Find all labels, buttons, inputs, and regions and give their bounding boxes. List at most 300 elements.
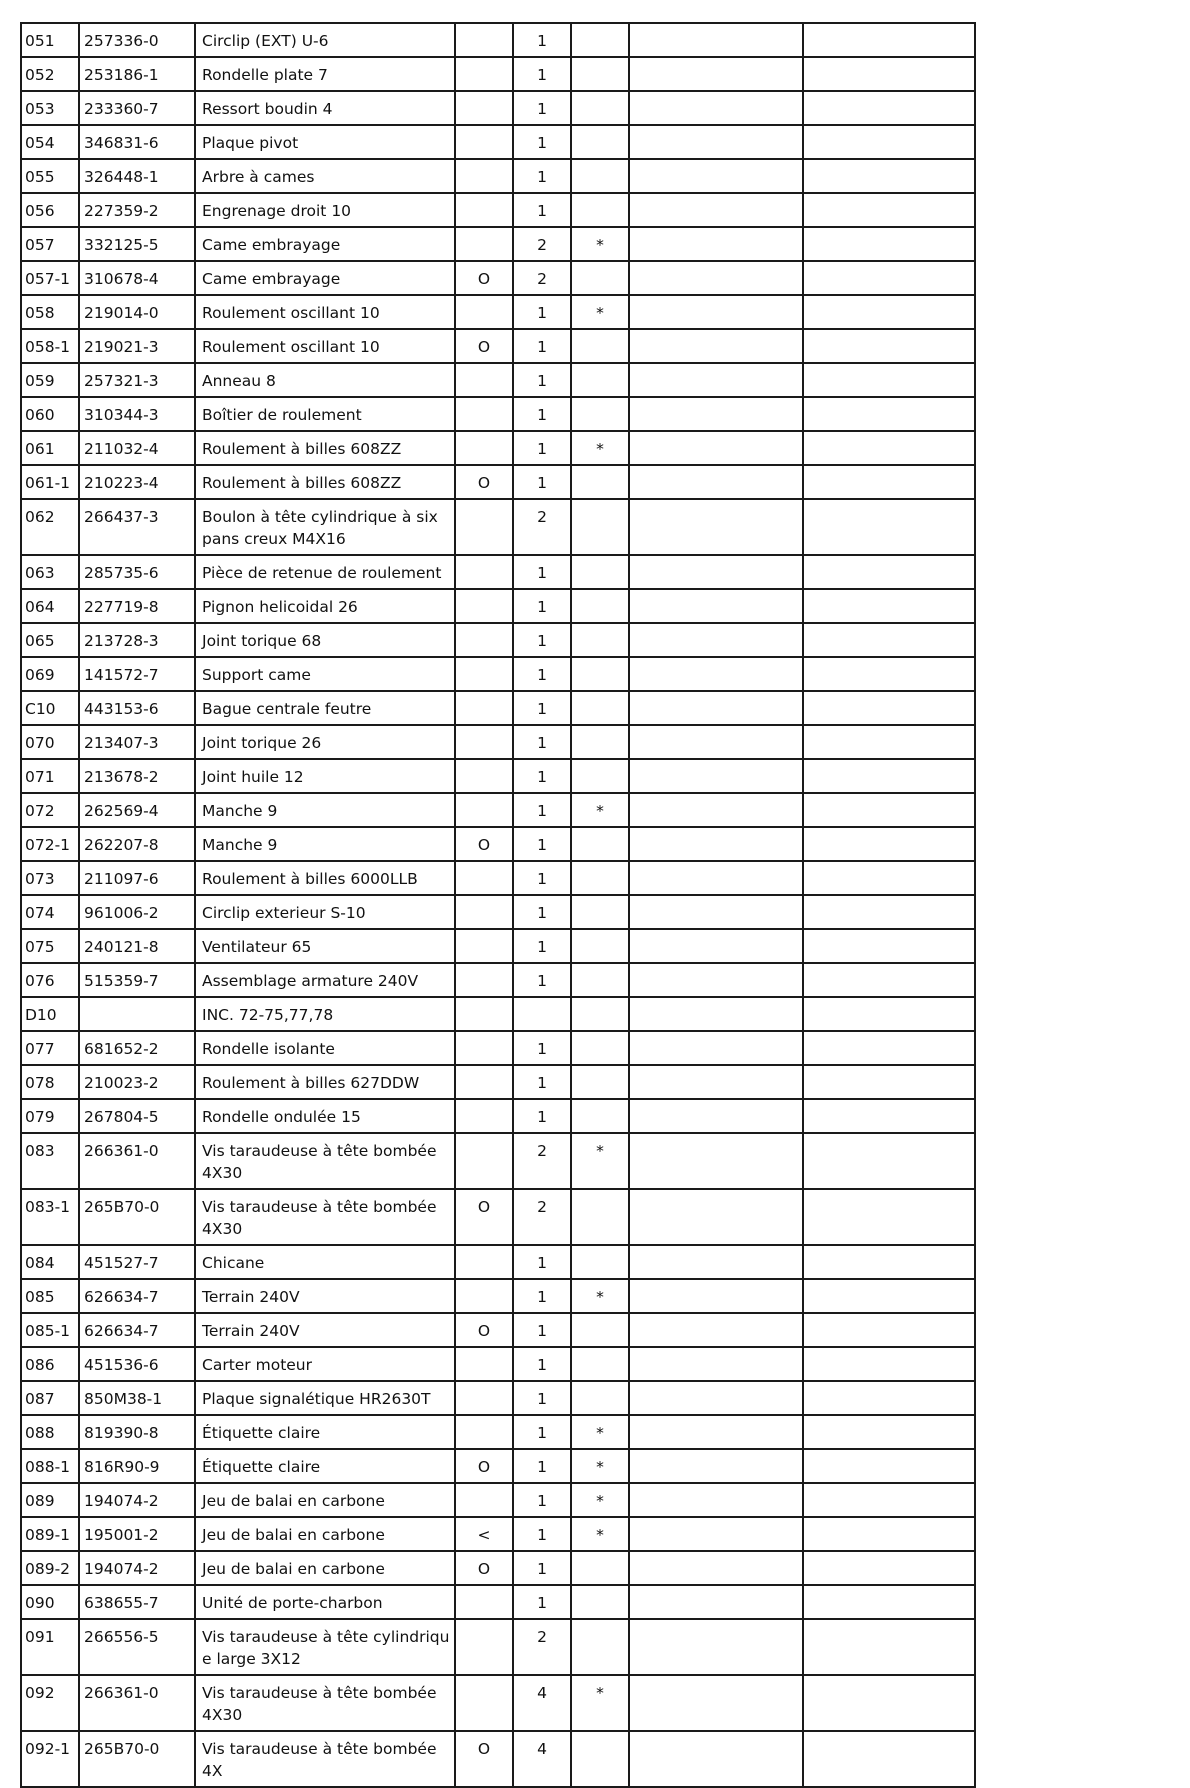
table-row <box>21 1099 975 1133</box>
part-number-cell: 141572-7 <box>79 657 195 691</box>
table-row <box>21 329 975 363</box>
part-number-cell: 310344-3 <box>79 397 195 431</box>
table-row <box>21 57 975 91</box>
change-mark-cell <box>455 1381 513 1415</box>
table-row <box>21 125 975 159</box>
blank-column-cell <box>803 623 975 657</box>
spare-part-flag-cell: * <box>571 295 629 329</box>
spare-part-flag-cell <box>571 929 629 963</box>
blank-column-cell <box>803 227 975 261</box>
change-mark-cell: O <box>455 1731 513 1787</box>
part-number-cell: 266361-0 <box>79 1675 195 1731</box>
change-mark-cell <box>455 861 513 895</box>
quantity-cell: 1 <box>513 193 571 227</box>
change-mark-cell <box>455 1279 513 1313</box>
description-cell: Rondelle isolante <box>195 1031 455 1065</box>
item-number-cell: 091 <box>21 1619 79 1675</box>
change-mark-cell: O <box>455 827 513 861</box>
spare-part-flag-cell <box>571 657 629 691</box>
description-cell: Engrenage droit 10 <box>195 193 455 227</box>
quantity-cell: 2 <box>513 227 571 261</box>
quantity-cell: 1 <box>513 1585 571 1619</box>
description-cell: Pièce de retenue de roulement <box>195 555 455 589</box>
description-cell: Support came <box>195 657 455 691</box>
blank-column-cell <box>629 125 803 159</box>
blank-column-cell <box>629 1415 803 1449</box>
blank-column-cell <box>803 431 975 465</box>
quantity-cell: 1 <box>513 589 571 623</box>
blank-column-cell <box>803 499 975 555</box>
change-mark-cell <box>455 963 513 997</box>
spare-part-flag-cell <box>571 861 629 895</box>
spare-part-flag-cell <box>571 261 629 295</box>
item-number-cell: 092-1 <box>21 1731 79 1787</box>
table-row <box>21 1585 975 1619</box>
item-number-cell: 052 <box>21 57 79 91</box>
spare-part-flag-cell <box>571 1619 629 1675</box>
spare-part-flag-cell: * <box>571 431 629 465</box>
quantity-cell: 1 <box>513 431 571 465</box>
quantity-cell: 1 <box>513 1279 571 1313</box>
description-cell: Rondelle plate 7 <box>195 57 455 91</box>
quantity-cell: 4 <box>513 1731 571 1787</box>
spare-part-flag-cell <box>571 1099 629 1133</box>
description-cell: Plaque signalétique HR2630T <box>195 1381 455 1415</box>
change-mark-cell <box>455 589 513 623</box>
item-number-cell: 057-1 <box>21 261 79 295</box>
description-cell: Roulement oscillant 10 <box>195 329 455 363</box>
spare-part-flag-cell <box>571 725 629 759</box>
change-mark-cell <box>455 295 513 329</box>
item-number-cell: 058-1 <box>21 329 79 363</box>
change-mark-cell <box>455 1065 513 1099</box>
spare-part-flag-cell <box>571 23 629 57</box>
blank-column-cell <box>629 329 803 363</box>
table-row <box>21 363 975 397</box>
description-cell: Came embrayage <box>195 261 455 295</box>
table-row <box>21 895 975 929</box>
part-number-cell: 326448-1 <box>79 159 195 193</box>
table-row <box>21 759 975 793</box>
change-mark-cell <box>455 997 513 1031</box>
quantity-cell: 1 <box>513 1347 571 1381</box>
item-number-cell: 072-1 <box>21 827 79 861</box>
quantity-cell: 1 <box>513 725 571 759</box>
change-mark-cell <box>455 1031 513 1065</box>
blank-column-cell <box>803 929 975 963</box>
blank-column-cell <box>629 793 803 827</box>
quantity-cell: 1 <box>513 861 571 895</box>
description-cell: Joint huile 12 <box>195 759 455 793</box>
change-mark-cell: O <box>455 465 513 499</box>
quantity-cell: 1 <box>513 793 571 827</box>
quantity-cell: 1 <box>513 465 571 499</box>
table-row <box>21 1517 975 1551</box>
blank-column-cell <box>803 1189 975 1245</box>
part-number-cell: 210223-4 <box>79 465 195 499</box>
blank-column-cell <box>803 1675 975 1731</box>
change-mark-cell <box>455 91 513 125</box>
quantity-cell: 1 <box>513 827 571 861</box>
table-row <box>21 623 975 657</box>
table-row <box>21 1189 975 1245</box>
part-number-cell: 219014-0 <box>79 295 195 329</box>
item-number-cell: 078 <box>21 1065 79 1099</box>
blank-column-cell <box>629 1347 803 1381</box>
blank-column-cell <box>803 1133 975 1189</box>
blank-column-cell <box>629 1483 803 1517</box>
change-mark-cell <box>455 363 513 397</box>
item-number-cell: 063 <box>21 555 79 589</box>
description-cell: Plaque pivot <box>195 125 455 159</box>
change-mark-cell <box>455 159 513 193</box>
part-number-cell: 213678-2 <box>79 759 195 793</box>
item-number-cell: 083-1 <box>21 1189 79 1245</box>
item-number-cell: 069 <box>21 657 79 691</box>
table-row <box>21 193 975 227</box>
item-number-cell: 086 <box>21 1347 79 1381</box>
part-number-cell: 262569-4 <box>79 793 195 827</box>
spare-part-flag-cell: * <box>571 1449 629 1483</box>
change-mark-cell <box>455 1133 513 1189</box>
part-number-cell: 346831-6 <box>79 125 195 159</box>
quantity-cell: 1 <box>513 23 571 57</box>
description-cell: Jeu de balai en carbone <box>195 1551 455 1585</box>
table-row <box>21 1245 975 1279</box>
blank-column-cell <box>803 1313 975 1347</box>
table-row <box>21 1279 975 1313</box>
table-row <box>21 861 975 895</box>
blank-column-cell <box>629 759 803 793</box>
table-row <box>21 1551 975 1585</box>
change-mark-cell <box>455 1099 513 1133</box>
blank-column-cell <box>629 725 803 759</box>
blank-column-cell <box>803 1031 975 1065</box>
part-number-cell: 515359-7 <box>79 963 195 997</box>
quantity-cell: 2 <box>513 499 571 555</box>
part-number-cell: 310678-4 <box>79 261 195 295</box>
table-row <box>21 227 975 261</box>
blank-column-cell <box>629 1449 803 1483</box>
change-mark-cell <box>455 57 513 91</box>
change-mark-cell: O <box>455 1551 513 1585</box>
item-number-cell: 064 <box>21 589 79 623</box>
quantity-cell: 1 <box>513 1313 571 1347</box>
change-mark-cell <box>455 193 513 227</box>
blank-column-cell <box>803 57 975 91</box>
spare-part-flag-cell <box>571 125 629 159</box>
spare-part-flag-cell <box>571 1347 629 1381</box>
item-number-cell: 073 <box>21 861 79 895</box>
change-mark-cell <box>455 555 513 589</box>
spare-part-flag-cell <box>571 1031 629 1065</box>
spare-part-flag-cell <box>571 91 629 125</box>
blank-column-cell <box>803 295 975 329</box>
item-number-cell: 090 <box>21 1585 79 1619</box>
blank-column-cell <box>629 363 803 397</box>
blank-column-cell <box>803 589 975 623</box>
blank-column-cell <box>629 1675 803 1731</box>
change-mark-cell <box>455 1675 513 1731</box>
part-number-cell: 194074-2 <box>79 1483 195 1517</box>
part-number-cell: 213407-3 <box>79 725 195 759</box>
blank-column-cell <box>629 895 803 929</box>
quantity-cell: 1 <box>513 57 571 91</box>
description-cell: Bague centrale feutre <box>195 691 455 725</box>
blank-column-cell <box>629 1031 803 1065</box>
spare-part-flag-cell <box>571 997 629 1031</box>
item-number-cell: D10 <box>21 997 79 1031</box>
quantity-cell: 1 <box>513 691 571 725</box>
blank-column-cell <box>803 1731 975 1787</box>
quantity-cell: 1 <box>513 895 571 929</box>
blank-column-cell <box>629 1619 803 1675</box>
description-cell: Assemblage armature 240V <box>195 963 455 997</box>
table-row <box>21 1619 975 1675</box>
spare-part-flag-cell <box>571 1551 629 1585</box>
table-row <box>21 1065 975 1099</box>
quantity-cell: 1 <box>513 759 571 793</box>
change-mark-cell <box>455 397 513 431</box>
table-row <box>21 261 975 295</box>
description-cell: Roulement oscillant 10 <box>195 295 455 329</box>
table-row <box>21 1031 975 1065</box>
quantity-cell: 1 <box>513 1449 571 1483</box>
table-row <box>21 793 975 827</box>
blank-column-cell <box>629 1189 803 1245</box>
item-number-cell: 076 <box>21 963 79 997</box>
spare-part-flag-cell <box>571 329 629 363</box>
quantity-cell: 1 <box>513 295 571 329</box>
part-number-cell: 211032-4 <box>79 431 195 465</box>
quantity-cell: 1 <box>513 159 571 193</box>
blank-column-cell <box>803 691 975 725</box>
blank-column-cell <box>803 895 975 929</box>
description-cell: Étiquette claire <box>195 1449 455 1483</box>
part-number-cell <box>79 997 195 1031</box>
quantity-cell: 1 <box>513 1517 571 1551</box>
part-number-cell: 257336-0 <box>79 23 195 57</box>
description-cell: Circlip (EXT) U-6 <box>195 23 455 57</box>
item-number-cell: 087 <box>21 1381 79 1415</box>
part-number-cell: 451536-6 <box>79 1347 195 1381</box>
spare-part-flag-cell: * <box>571 1517 629 1551</box>
parts-list-table <box>20 22 976 1788</box>
blank-column-cell <box>629 261 803 295</box>
spare-part-flag-cell <box>571 963 629 997</box>
blank-column-cell <box>803 159 975 193</box>
item-number-cell: 055 <box>21 159 79 193</box>
part-number-cell: 819390-8 <box>79 1415 195 1449</box>
change-mark-cell: O <box>455 261 513 295</box>
quantity-cell: 1 <box>513 623 571 657</box>
blank-column-cell <box>803 1347 975 1381</box>
table-row <box>21 1483 975 1517</box>
description-cell: Étiquette claire <box>195 1415 455 1449</box>
spare-part-flag-cell <box>571 1585 629 1619</box>
table-row <box>21 1133 975 1189</box>
part-number-cell: 626634-7 <box>79 1313 195 1347</box>
blank-column-cell <box>629 1279 803 1313</box>
spare-part-flag-cell <box>571 193 629 227</box>
table-row <box>21 465 975 499</box>
change-mark-cell <box>455 725 513 759</box>
quantity-cell: 2 <box>513 1619 571 1675</box>
quantity-cell: 1 <box>513 1483 571 1517</box>
change-mark-cell <box>455 1347 513 1381</box>
blank-column-cell <box>803 963 975 997</box>
description-cell: Joint torique 68 <box>195 623 455 657</box>
description-cell: Came embrayage <box>195 227 455 261</box>
part-number-cell: 443153-6 <box>79 691 195 725</box>
description-cell: Circlip exterieur S-10 <box>195 895 455 929</box>
quantity-cell: 4 <box>513 1675 571 1731</box>
description-cell: Anneau 8 <box>195 363 455 397</box>
blank-column-cell <box>629 159 803 193</box>
item-number-cell: 058 <box>21 295 79 329</box>
blank-column-cell <box>803 397 975 431</box>
blank-column-cell <box>803 1065 975 1099</box>
table-row <box>21 1381 975 1415</box>
blank-column-cell <box>803 125 975 159</box>
spare-part-flag-cell <box>571 827 629 861</box>
item-number-cell: 065 <box>21 623 79 657</box>
item-number-cell: 092 <box>21 1675 79 1731</box>
blank-column-cell <box>803 1449 975 1483</box>
quantity-cell <box>513 997 571 1031</box>
quantity-cell: 1 <box>513 1415 571 1449</box>
blank-column-cell <box>629 1731 803 1787</box>
spare-part-flag-cell <box>571 57 629 91</box>
blank-column-cell <box>803 725 975 759</box>
spare-part-flag-cell <box>571 555 629 589</box>
blank-column-cell <box>629 1245 803 1279</box>
blank-column-cell <box>629 1551 803 1585</box>
quantity-cell: 2 <box>513 1189 571 1245</box>
description-cell: Roulement à billes 608ZZ <box>195 465 455 499</box>
change-mark-cell <box>455 623 513 657</box>
blank-column-cell <box>803 657 975 691</box>
description-cell: Jeu de balai en carbone <box>195 1517 455 1551</box>
change-mark-cell: O <box>455 1189 513 1245</box>
blank-column-cell <box>803 1483 975 1517</box>
item-number-cell: 060 <box>21 397 79 431</box>
blank-column-cell <box>629 555 803 589</box>
part-number-cell: 267804-5 <box>79 1099 195 1133</box>
blank-column-cell <box>629 499 803 555</box>
quantity-cell: 1 <box>513 1065 571 1099</box>
table-row <box>21 691 975 725</box>
quantity-cell: 1 <box>513 91 571 125</box>
table-row <box>21 23 975 57</box>
part-number-cell: 211097-6 <box>79 861 195 895</box>
item-number-cell: 051 <box>21 23 79 57</box>
description-cell: INC. 72-75,77,78 <box>195 997 455 1031</box>
table-row <box>21 1731 975 1787</box>
quantity-cell: 1 <box>513 1031 571 1065</box>
table-row <box>21 499 975 555</box>
table-row <box>21 827 975 861</box>
change-mark-cell <box>455 23 513 57</box>
item-number-cell: 074 <box>21 895 79 929</box>
change-mark-cell <box>455 759 513 793</box>
blank-column-cell <box>803 23 975 57</box>
spare-part-flag-cell: * <box>571 1133 629 1189</box>
part-number-cell: 253186-1 <box>79 57 195 91</box>
item-number-cell: 061 <box>21 431 79 465</box>
item-number-cell: 057 <box>21 227 79 261</box>
blank-column-cell <box>629 1381 803 1415</box>
change-mark-cell <box>455 227 513 261</box>
description-cell: Vis taraudeuse à tête cylindrique large 3X12 <box>195 1619 455 1675</box>
item-number-cell: 083 <box>21 1133 79 1189</box>
part-number-cell: 195001-2 <box>79 1517 195 1551</box>
item-number-cell: 072 <box>21 793 79 827</box>
blank-column-cell <box>629 295 803 329</box>
change-mark-cell <box>455 929 513 963</box>
spare-part-flag-cell <box>571 691 629 725</box>
table-row <box>21 159 975 193</box>
quantity-cell: 1 <box>513 963 571 997</box>
table-row <box>21 725 975 759</box>
part-number-cell: 850M38-1 <box>79 1381 195 1415</box>
spare-part-flag-cell <box>571 499 629 555</box>
quantity-cell: 1 <box>513 657 571 691</box>
spare-part-flag-cell: * <box>571 1675 629 1731</box>
blank-column-cell <box>803 1551 975 1585</box>
item-number-cell: 061-1 <box>21 465 79 499</box>
spare-part-flag-cell <box>571 397 629 431</box>
blank-column-cell <box>803 1245 975 1279</box>
quantity-cell: 2 <box>513 1133 571 1189</box>
part-number-cell: 266437-3 <box>79 499 195 555</box>
item-number-cell: C10 <box>21 691 79 725</box>
item-number-cell: 085 <box>21 1279 79 1313</box>
blank-column-cell <box>803 1381 975 1415</box>
blank-column-cell <box>629 623 803 657</box>
item-number-cell: 075 <box>21 929 79 963</box>
blank-column-cell <box>629 1517 803 1551</box>
blank-column-cell <box>803 759 975 793</box>
part-number-cell: 213728-3 <box>79 623 195 657</box>
blank-column-cell <box>629 861 803 895</box>
table-row <box>21 1347 975 1381</box>
table-row <box>21 1449 975 1483</box>
blank-column-cell <box>803 1099 975 1133</box>
item-number-cell: 079 <box>21 1099 79 1133</box>
blank-column-cell <box>629 691 803 725</box>
quantity-cell: 1 <box>513 125 571 159</box>
spare-part-flag-cell <box>571 589 629 623</box>
description-cell: Manche 9 <box>195 793 455 827</box>
table-row <box>21 431 975 465</box>
blank-column-cell <box>629 589 803 623</box>
part-number-cell: 961006-2 <box>79 895 195 929</box>
blank-column-cell <box>629 193 803 227</box>
blank-column-cell <box>629 57 803 91</box>
spare-part-flag-cell: * <box>571 227 629 261</box>
change-mark-cell <box>455 1619 513 1675</box>
description-cell: Roulement à billes 608ZZ <box>195 431 455 465</box>
table-row <box>21 657 975 691</box>
spare-part-flag-cell <box>571 1065 629 1099</box>
blank-column-cell <box>803 1415 975 1449</box>
spare-part-flag-cell <box>571 1189 629 1245</box>
quantity-cell: 1 <box>513 929 571 963</box>
change-mark-cell <box>455 1245 513 1279</box>
table-row <box>21 1313 975 1347</box>
description-cell: Joint torique 26 <box>195 725 455 759</box>
